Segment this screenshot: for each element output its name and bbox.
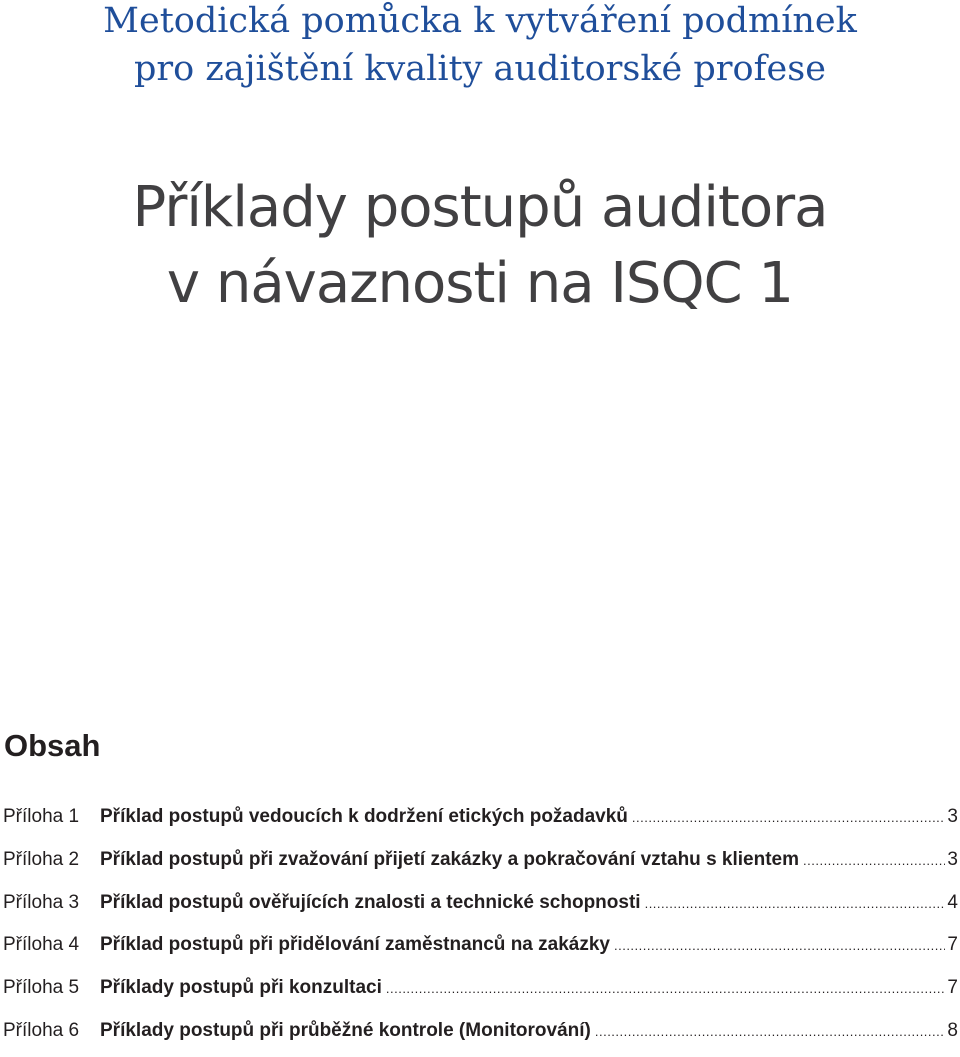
toc-entry-title: Příklad postupů při zvažování přijetí zakázky a pokračování vztahu s klientem: [100, 848, 800, 870]
toc-entry-link[interactable]: [100, 886, 960, 921]
toc-page-number: 8: [947, 1019, 958, 1041]
toc-appendix-number: Příloha 1: [3, 806, 80, 827]
toc-entry-title: Příklad postupů ověřujících znalosti a technické schopnosti: [100, 891, 641, 913]
toc-entry-link[interactable]: [100, 971, 960, 1006]
toc-appendix-number: Příloha 4: [3, 934, 80, 956]
toc-appendix-number: Příloha 2: [3, 848, 80, 870]
document-title-line-1: Příklady postupů auditora: [132, 175, 828, 240]
toc-page-number: 3: [947, 848, 958, 870]
toc-appendix-number: Příloha 6: [3, 1019, 80, 1041]
toc-leader-dots: [632, 801, 946, 835]
document-title-line-2: v návaznosti na ISQC 1: [166, 251, 794, 316]
toc-row-4: [0, 928, 960, 971]
toc-entry-link[interactable]: [100, 1014, 960, 1049]
toc-entry-title: Příklad postupů vedoucích k dodržení etických požadavků: [100, 806, 628, 827]
toc-appendix-number: Příloha 5: [3, 977, 80, 999]
toc-row-1: [0, 800, 960, 843]
toc-entry-link[interactable]: [100, 928, 960, 963]
toc-entry-title: Příklad postupů při přidělování zaměstnanců na zakázky: [100, 934, 610, 956]
toc-leader-dots: [595, 1015, 946, 1049]
toc-entry-link[interactable]: [100, 843, 960, 878]
toc-entry-title: Příklady postupů při konzultaci: [100, 977, 382, 999]
document-subtitle-line-1: Metodická pomůcka k vytváření podmínek: [103, 1, 857, 41]
toc-leader-dots: [645, 887, 946, 921]
toc-page-number: 4: [947, 891, 958, 913]
toc-page-number: 7: [947, 934, 958, 956]
document-subtitle-line-2: pro zajištění kvality auditorské profese: [134, 49, 826, 89]
toc-row-2: [0, 843, 960, 886]
toc-heading: Obsah: [4, 728, 101, 763]
toc-leader-dots: [614, 929, 945, 963]
toc-row-3: [0, 886, 960, 929]
toc-row-5: [0, 971, 960, 1014]
toc-entry-link[interactable]: [100, 800, 960, 835]
toc-page-number: 3: [947, 806, 958, 827]
toc-row-6: [0, 1014, 960, 1057]
toc-entry-title: Příklady postupů při průběžné kontrole (Monitorování): [100, 1019, 591, 1041]
table-of-contents: [0, 800, 960, 1057]
toc-page-number: 7: [947, 977, 958, 999]
toc-appendix-number: Příloha 3: [3, 891, 80, 913]
toc-leader-dots: [386, 972, 946, 1006]
toc-leader-dots: [803, 844, 945, 878]
